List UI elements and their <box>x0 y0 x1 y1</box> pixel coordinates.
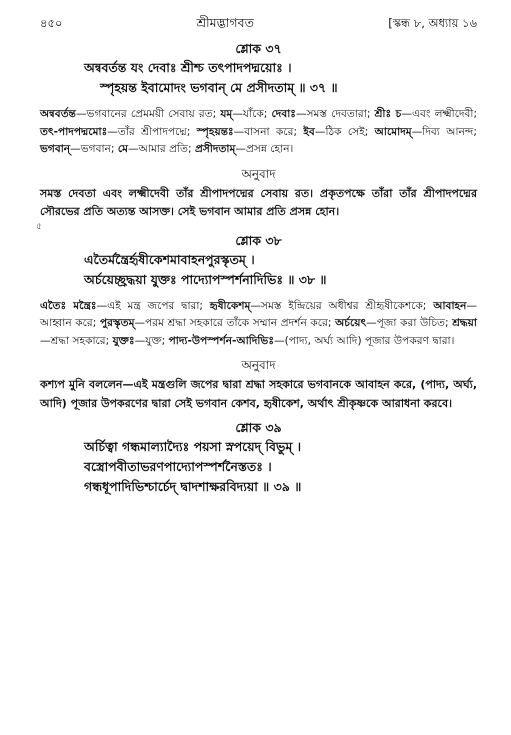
synonym-meaning: —ঠিক সেই; <box>314 125 375 138</box>
synonym-meaning: —যাঁকে; <box>232 108 272 120</box>
verse-39-line-3: গন্ধধূপাদিভিশ্চার্চেদ্ দ্বাদশাক্ষরবিদ্যয়া ॥ ৩৯ ॥ <box>84 479 302 494</box>
synonym-word: এতৈঃ মন্ত্রৈঃ <box>40 299 97 312</box>
synonym-word: স্পৃহয়ন্তঃ <box>196 125 234 138</box>
synonym-meaning: —শ্রদ্ধা সহকারে; <box>40 334 113 347</box>
synonym-word: শ্রীঃ চ <box>374 108 402 120</box>
synonym-word: প্রসীদতাম্ <box>194 143 236 155</box>
verse-37-heading: শ্লোক ৩৭ <box>235 41 282 56</box>
synonym-word: পুরস্কৃতম্ <box>99 317 135 329</box>
synonym-word: হৃষীকেশম্ <box>209 299 251 312</box>
synonym-word: অর্চয়েৎ <box>335 317 367 329</box>
verse-37-synonyms <box>40 106 477 159</box>
synonym-meaning: —(পাদ্য, অর্ঘ্য আদি) পূজার উপকরণ দ্বারা। <box>273 334 455 347</box>
chapter-info: [স্কন্ধ ৮, অধ্যায় ১৬ <box>388 16 477 30</box>
margin-mark: ৫ <box>36 221 42 232</box>
synonym-word: আমোদম্ <box>374 125 412 138</box>
page-header <box>40 12 477 34</box>
synonym-meaning: —পরম শ্রদ্ধা সহকারে তাঁকে সম্মান প্রদর্শন করে; <box>134 317 336 329</box>
synonym-meaning: —এবং লক্ষ্মীদেবী; <box>401 108 478 120</box>
verse-39-line-1: অর্চিত্বা গন্ধমাল্যাদ্যৈঃ পয়সা স্নপয়েদ্ বিভুম্ । <box>84 439 302 454</box>
synonym-word: শ্রদ্ধয়া <box>452 317 477 329</box>
synonym-word: দেবাঃ <box>271 108 296 120</box>
verse-38-translation-heading: অনুবাদ <box>241 358 276 372</box>
verse-37-line-1: অন্ববর্তন্ত যং দেবাঃ শ্রীশ্চ তৎপাদপদ্ময়োঃ । <box>84 60 292 75</box>
synonym-meaning: —সমস্ত দেবতারা; <box>295 108 375 120</box>
synonym-meaning: —প্রসন্ন হোন। <box>235 143 294 155</box>
verse-37 <box>36 40 478 232</box>
synonym-word: যম্ <box>220 108 233 120</box>
synonym-meaning: —যুক্ত; <box>134 334 169 347</box>
verse-39 <box>40 419 477 497</box>
synonym-word: যুক্তঃ <box>112 334 135 347</box>
synonym-word: মে <box>117 143 128 155</box>
verse-38-heading: শ্লোক ৩৮ <box>235 232 282 248</box>
verse-37-translation: সমস্ত দেবতা এবং লক্ষ্মীদেবী তাঁর শ্রীপাদপদ্মের সেবায় রত। প্রকৃতপক্ষে তাঁরা তাঁর শ্রীপাদপদ্মের সৌরভের প্রতি অত্যন্ত আসক্ত। সেই ভগবান আমার প্রতি প্রসন্ন হোন। <box>40 186 477 218</box>
synonym-meaning: —আমার প্রতি; <box>128 143 195 155</box>
book-title: শ্রীমদ্ভাগবত <box>196 15 254 30</box>
synonym-meaning: —এই মন্ত্র জপের দ্বারা; <box>96 299 210 312</box>
synonym-meaning: —ভগবান; <box>70 143 118 155</box>
verse-39-heading: শ্লোক ৩৯ <box>235 420 282 435</box>
page-number: ৪৫০ <box>40 16 63 30</box>
verse-37-line-2: স্পৃহয়ন্ত ইবামোদং ভগবান্ মে প্রসীদতাম্ ॥ ৩৭ ॥ <box>100 80 338 95</box>
verse-38-line-2: অর্চয়েচ্ছ্রদ্ধয়া যুক্তঃ পাদ্যোপস্পর্শনাদিভিঃ ॥ ৩৮ ॥ <box>84 271 327 287</box>
synonym-meaning: —পূজা করা উচিত; <box>366 317 453 329</box>
verse-38-translation: কশ্যপ মুনি বললেন—এই মন্ত্রগুলি জপের দ্বারা শ্রদ্ধা সহকারে ভগবানকে আবাহন করে, (পাদ্য, অর্ঘ্য, আদি) পূজার উপকরণের দ্বারা সেই ভগবান কেশব, হৃষীকেশ, অর্থাৎ শ্রীকৃষ্ণকে আরাধনা করবে। <box>40 378 477 410</box>
synonym-word: আবাহন <box>433 299 467 312</box>
synonym-word: ভগবান্ <box>40 143 71 155</box>
synonym-meaning: —বাসনা করে; <box>233 125 304 138</box>
verse-38-line-1: এতৈর্মন্ত্রৈর্হৃষীকেশমাবাহনপুরস্কৃতম্ । <box>84 251 255 267</box>
synonym-word: পাদ্য-উপস্পর্শন-আদিভিঃ <box>168 334 274 347</box>
synonym-word: তৎ-পাদপদ্মমোঃ <box>40 125 108 138</box>
synonym-meaning: —তাঁর শ্রীপাদপদ্মে; <box>107 125 197 138</box>
verse-38-synonyms <box>40 298 477 351</box>
verse-39-line-2: বস্ত্রোপবীতাভরণপাদ্যোপস্পর্শনৈস্ততঃ । <box>84 459 272 474</box>
synonym-word: ইব <box>303 125 315 138</box>
verse-37-translation-heading: অনুবাদ <box>241 166 276 181</box>
synonym-meaning: —ভগবানের প্রেমময়ী সেবায় রত; <box>75 108 221 120</box>
synonym-meaning: —আহ্বান করে; <box>40 299 477 329</box>
synonym-meaning: —সমস্ত ইন্দ্রিয়ের অধীশ্বর শ্রীহৃষীকেশকে; <box>250 299 434 312</box>
synonym-word: অন্ববর্তন্ত <box>40 108 76 120</box>
synonym-meaning: —দিব্য আনন্দ; <box>411 125 477 138</box>
verse-38 <box>40 232 477 414</box>
